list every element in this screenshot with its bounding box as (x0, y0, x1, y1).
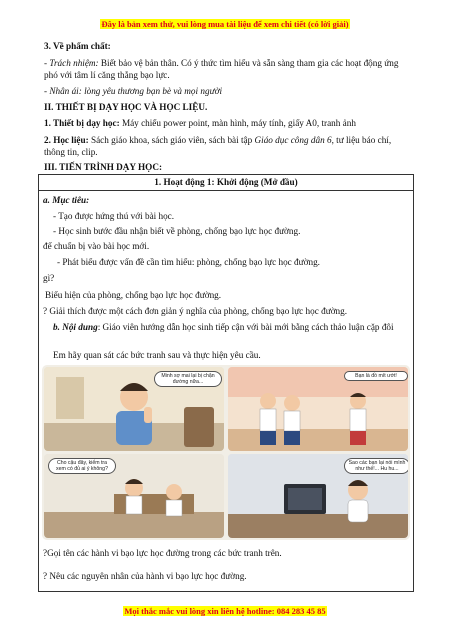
materials-book-title: Giáo dục công dân 6 (254, 135, 332, 145)
objective-line-6: Biểu hiện của phòng, chống bạo lực học đường. (45, 290, 222, 300)
responsibility-paragraph: - Trách nhiệm: Biết bảo vệ bản thân. Có ý thức tìm hiểu và sẵn sàng tham gia các hoạt động ứng phó với tâm lí căng thẳng bạo lực. (44, 58, 399, 80)
question-1: ?Gọi tên các hành vi bạo lực học đường trong các bức tranh trên. (43, 548, 282, 558)
footer-notice-wrap (0, 601, 450, 619)
content-paragraph (53, 322, 409, 334)
equipment-text: Máy chiếu power point, màn hình, máy tính, giấy A0, tranh ảnh (119, 118, 356, 128)
materials-text-b: , tư liệu báo chí, thông tin, clip. (44, 135, 392, 157)
content-text: : Giáo viên hướng dẫn học sinh tiếp cận với bài mới bằng cách thảo luận cặp đôi (97, 322, 394, 332)
objective-line-7: ? Giải thích được một cách đơn giản ý nghĩa của phòng, chống bạo lực học đường. (43, 306, 348, 316)
header-notice: Đây là bản xem thử, vui lòng mua tài liệu để xem chi tiết (có lời giải) (101, 19, 349, 29)
kindness-line: - Nhân ái: lòng yêu thương bạn bè và mọi người (44, 86, 223, 96)
speech-bubble-3: Cho cậu đây, kiểm tra xem có đủ ai ý không? (48, 458, 116, 474)
equipment-label: 1. Thiết bị dạy học: (44, 118, 120, 128)
objective-line-4: - Phát biểu được vấn đề cần tìm hiểu: phòng, chống bạo lực học đường. (57, 257, 320, 267)
objective-line-1: - Tạo được hứng thú với bài học. (53, 211, 175, 221)
materials-text-a: Sách giáo khoa, sách giáo viên, sách bài tập (88, 135, 255, 145)
content-label: b. Nội dung (53, 322, 98, 332)
objective-line-5: gì? (43, 273, 55, 283)
illustration-panel-3 (44, 454, 224, 538)
objective-label: a. Mục tiêu: (43, 195, 90, 205)
responsibility-label: Trách nhiệm: (49, 58, 99, 68)
section3-heading: 3. Về phẩm chất: (44, 41, 111, 51)
illustration-panel-1 (44, 367, 224, 451)
header-notice-wrap (0, 14, 450, 32)
illustration-panel-4 (228, 454, 408, 538)
speech-bubble-4: Sao các bạn lại nói mình như thế!... Hu hu... (344, 458, 408, 474)
responsibility-text: Biết bảo vệ bản thân. Có ý thức tìm hiểu và sẵn sàng tham gia các hoạt động ứng phó với tâm lí căng thẳng bạo lực. (44, 58, 399, 80)
objective-line-2: - Học sinh bước đầu nhận biết về phòng, chống bạo lực học đường. (53, 226, 301, 236)
speech-bubble-1: Minh sợ mai lại bị chặn đường nữa... (154, 371, 222, 387)
illustration-panel-2 (228, 367, 408, 451)
activity-table (38, 174, 414, 592)
instruction-line: Em hãy quan sát các bức tranh sau và thực hiện yêu cầu. (53, 350, 261, 360)
objective-line-3: để chuẩn bị vào bài học mới. (43, 241, 150, 251)
section-iii-heading: III. TIẾN TRÌNH DẠY HỌC: (44, 162, 163, 172)
section-ii-heading: II. THIẾT BỊ DẠY HỌC VÀ HỌC LIỆU. (44, 102, 208, 112)
activity-title: 1. Hoạt động 1: Khởi động (Mở đầu) (39, 175, 413, 191)
materials-label: 2. Học liệu: (44, 135, 89, 145)
footer-notice: Mọi thắc mắc vui lòng xin liên hệ hotline: 084 283 45 85 (124, 606, 326, 616)
question-2: ? Nêu các nguyên nhân của hành vi bạo lực học đường. (43, 571, 247, 581)
illustration-grid (42, 365, 410, 540)
speech-bubble-2: Bạn là đồ mít ướt! (344, 371, 408, 381)
materials-paragraph (44, 135, 414, 158)
equipment-paragraph (44, 118, 414, 130)
